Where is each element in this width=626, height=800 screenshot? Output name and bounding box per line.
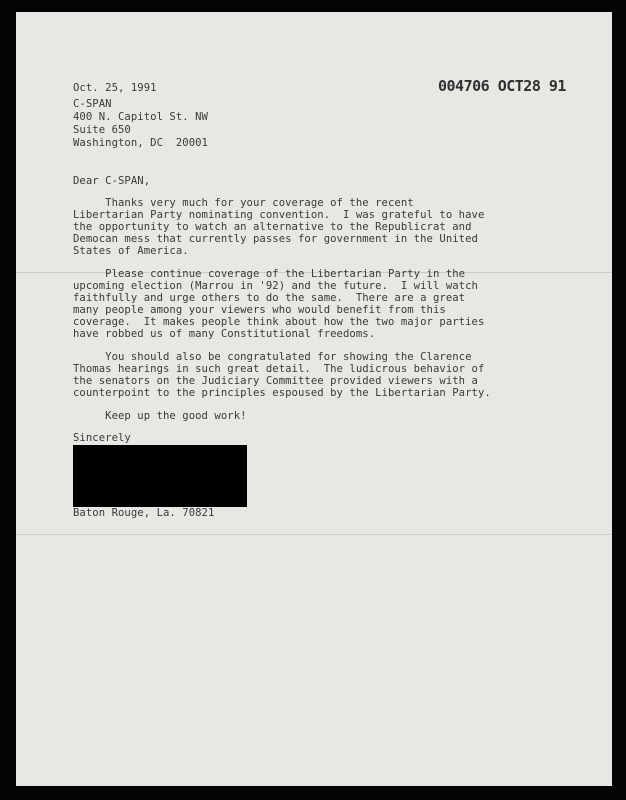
letter-page [16, 12, 612, 786]
address-line-4: Washington, DC 20001 [73, 137, 208, 149]
paragraph-3-line-1: You should also be congratulated for showing the Clarence [73, 351, 472, 363]
address-line-1: C-SPAN [73, 98, 112, 110]
address-line-3: Suite 650 [73, 124, 131, 136]
closing: Sincerely [73, 432, 131, 444]
paragraph-3-line-4: counterpoint to the principles espoused by the Libertarian Party. [73, 387, 491, 399]
paragraph-2-line-1: Please continue coverage of the Libertarian Party in the [73, 268, 466, 280]
salutation: Dear C-SPAN, [73, 175, 151, 187]
fold-crease-lower [16, 534, 612, 535]
paragraph-2-line-5: coverage. It makes people think about how the two major parties [73, 316, 485, 328]
paragraph-1-line-2: Libertarian Party nominating convention. I was grateful to have [73, 209, 485, 221]
paragraph-2-line-2: upcoming election (Marrou in '92) and the future. I will watch [73, 280, 478, 292]
address-line-2: 400 N. Capitol St. NW [73, 111, 208, 123]
paragraph-2-line-4: many people among your viewers who would benefit from this [73, 304, 446, 316]
paragraph-1-line-1: Thanks very much for your coverage of the recent [73, 197, 414, 209]
paragraph-1-line-4: Democan mess that currently passes for government in the United [73, 233, 478, 245]
received-stamp: 004706 OCT28 91 [438, 77, 566, 95]
signature-location: Baton Rouge, La. 70821 [73, 507, 215, 519]
paragraph-2-line-3: faithfully and urge others to do the same. There are a great [73, 292, 466, 304]
paragraph-1-line-3: the opportunity to watch an alternative to the Republicrat and [73, 221, 472, 233]
signature-redaction-box [73, 445, 247, 507]
paragraph-3-line-3: the senators on the Judiciary Committee provided viewers with a [73, 375, 478, 387]
letter-date: Oct. 25, 1991 [73, 82, 157, 94]
paragraph-1-line-5: States of America. [73, 245, 189, 257]
paragraph-2-line-6: have robbed us of many Constitutional freedoms. [73, 328, 376, 340]
paragraph-4-line-1: Keep up the good work! [73, 410, 247, 422]
paragraph-3-line-2: Thomas hearings in such great detail. The ludicrous behavior of [73, 363, 485, 375]
